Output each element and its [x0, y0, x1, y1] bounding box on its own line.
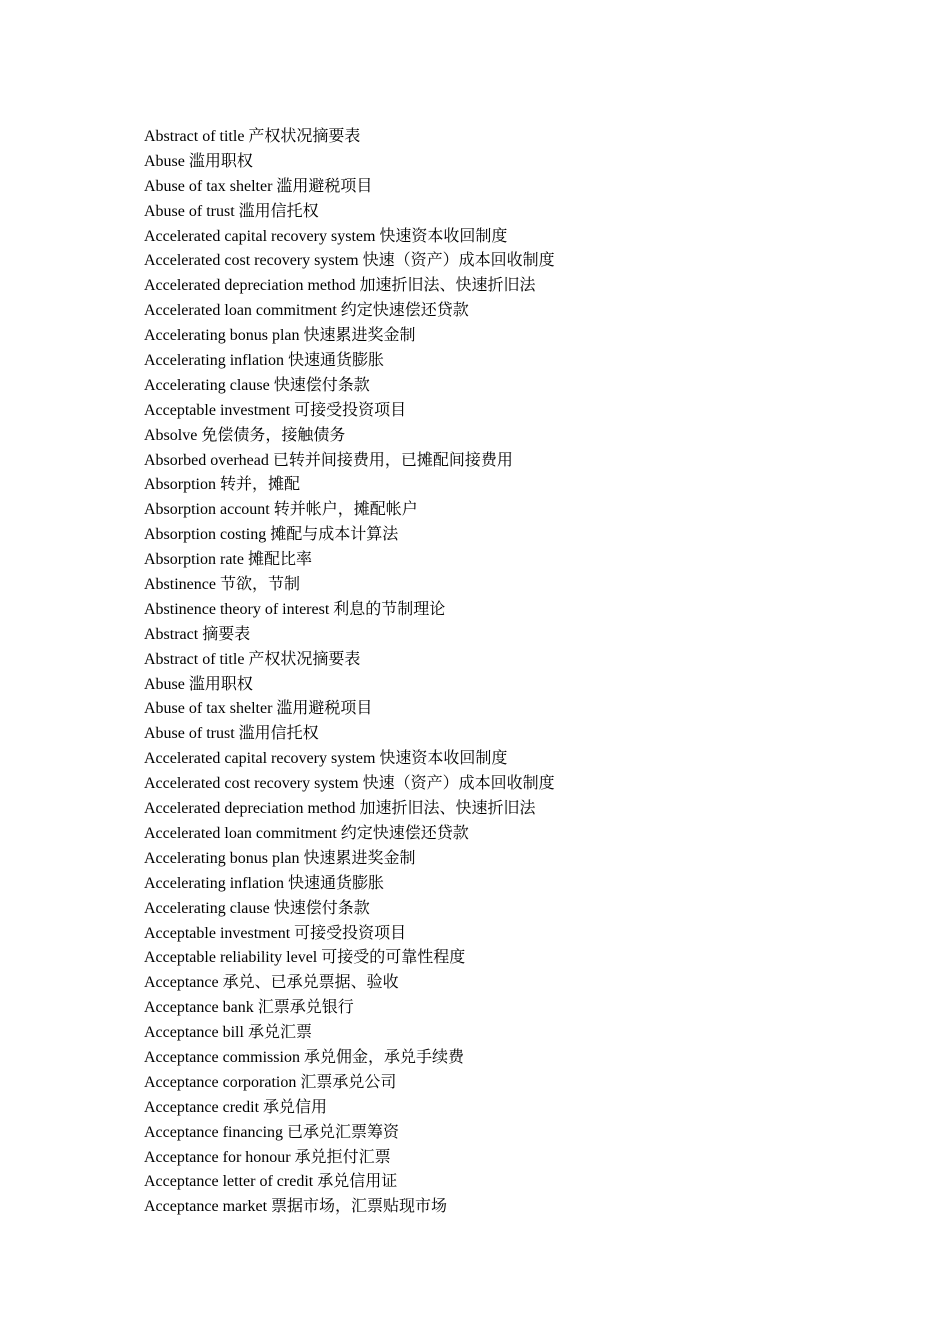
glossary-entry: Accelerating bonus plan 快速累进奖金制: [144, 327, 416, 345]
glossary-list: [144, 125, 555, 1220]
glossary-entry: Accelerated capital recovery system 快速资本收回制度: [144, 750, 508, 768]
glossary-entry: Absorption costing 摊配与成本计算法: [144, 526, 399, 544]
glossary-entry: Acceptance market 票据市场，汇票贴现市场: [144, 1198, 448, 1216]
glossary-entry: Accelerating clause 快速偿付条款: [144, 899, 370, 917]
glossary-entry: Acceptable reliability level 可接受的可靠性程度: [144, 949, 466, 967]
glossary-entry: Acceptance bill 承兑汇票: [144, 1024, 312, 1042]
glossary-entry: Acceptance corporation 汇票承兑公司: [144, 1073, 397, 1091]
glossary-entry: Absorption 转并，摊配: [144, 476, 301, 494]
glossary-entry: Acceptance for honour 承兑拒付汇票: [144, 1148, 391, 1166]
glossary-entry: Accelerated loan commitment 约定快速偿还贷款: [144, 302, 469, 320]
glossary-entry: Abuse of tax shelter 滥用避税项目: [144, 700, 373, 718]
glossary-entry: Acceptance 承兑、已承兑票据、验收: [144, 974, 399, 992]
glossary-entry: Accelerated capital recovery system 快速资本收回制度: [144, 227, 508, 245]
glossary-entry: Accelerating inflation 快速通货膨胀: [144, 874, 384, 892]
glossary-entry: Accelerating bonus plan 快速累进奖金制: [144, 849, 416, 867]
glossary-entry: Absorption account 转并帐户，摊配帐户: [144, 501, 418, 519]
glossary-entry: Acceptance credit 承兑信用: [144, 1098, 328, 1116]
glossary-entry: Accelerated depreciation method 加速折旧法、快速折旧法: [144, 277, 536, 295]
glossary-entry: Abstract 摘要表: [144, 625, 251, 643]
glossary-entry: Abuse 滥用职权: [144, 152, 253, 170]
glossary-entry: Acceptance letter of credit 承兑信用证: [144, 1173, 398, 1191]
glossary-entry: Acceptance bank 汇票承兑银行: [144, 999, 354, 1017]
glossary-entry: Accelerated depreciation method 加速折旧法、快速折旧法: [144, 800, 536, 818]
glossary-entry: Acceptance commission 承兑佣金，承兑手续费: [144, 1048, 464, 1066]
glossary-entry: Abstinence 节欲，节制: [144, 576, 300, 594]
glossary-entry: Accelerating inflation 快速通货膨胀: [144, 352, 384, 370]
glossary-entry: Absorption rate 摊配比率: [144, 551, 312, 569]
glossary-entry: Acceptable investment 可接受投资项目: [144, 401, 407, 419]
glossary-entry: Accelerated cost recovery system 快速（资产）成本回收制度: [144, 775, 555, 793]
glossary-entry: Abuse of tax shelter 滥用避税项目: [144, 177, 373, 195]
glossary-entry: Abstract of title 产权状况摘要表: [144, 128, 361, 145]
glossary-entry: Accelerated cost recovery system 快速（资产）成本回收制度: [144, 252, 555, 270]
glossary-entry: Acceptance financing 已承兑汇票筹资: [144, 1123, 400, 1141]
glossary-entry: Accelerated loan commitment 约定快速偿还贷款: [144, 824, 469, 842]
glossary-entry: Abuse 滥用职权: [144, 675, 253, 693]
glossary-entry: Abuse of trust 滥用信托权: [144, 202, 319, 220]
glossary-entry: Acceptable investment 可接受投资项目: [144, 924, 407, 942]
glossary-entry: Abuse of trust 滥用信托权: [144, 725, 319, 743]
glossary-entry: Abstract of title 产权状况摘要表: [144, 650, 361, 668]
glossary-entry: Absorbed overhead 已转并间接费用，已摊配间接费用: [144, 451, 513, 469]
glossary-entry: Absolve 免偿债务，接触债务: [144, 426, 346, 444]
glossary-entry: Abstinence theory of interest 利息的节制理论: [144, 600, 446, 618]
glossary-entry: Accelerating clause 快速偿付条款: [144, 376, 370, 394]
